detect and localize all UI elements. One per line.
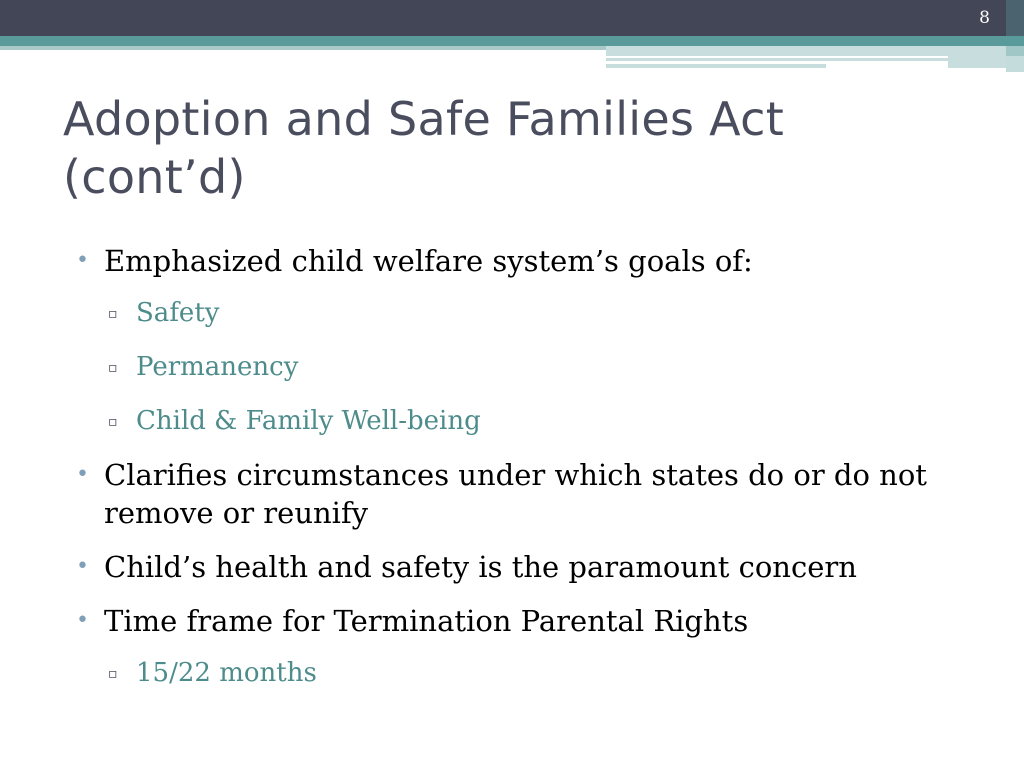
slide-title (63, 90, 963, 206)
square-bullet-icon: ▫ (108, 306, 118, 322)
title-line-2: (cont’d) (63, 150, 246, 204)
bullet-dot-icon: • (76, 554, 89, 579)
bullet-item (76, 456, 976, 532)
sub-item-text: Permanency (136, 352, 299, 382)
sub-item (108, 294, 976, 332)
bullet-list (76, 242, 976, 708)
bullet-item (76, 548, 976, 586)
sub-item (108, 402, 976, 440)
header-line-a (606, 58, 948, 61)
bullet-text: Emphasized child welfare system’s goals of: (104, 244, 753, 278)
sub-item-text: Safety (136, 298, 220, 328)
header-line-b (606, 64, 826, 68)
sub-item-text: Child & Family Well-being (136, 406, 481, 436)
bullet-dot-icon: • (76, 248, 89, 273)
bullet-dot-icon: • (76, 462, 89, 487)
bullet-item (76, 242, 976, 280)
slide-number: 8 (979, 8, 990, 28)
header-band-dark (0, 0, 1024, 36)
bullet-text: Clarifies circumstances under which states do or do not remove or reunify (104, 458, 927, 530)
square-bullet-icon: ▫ (108, 414, 118, 430)
header-band-light (0, 46, 606, 50)
sub-item-text: 15/22 months (136, 658, 317, 688)
bullet-item (76, 602, 976, 640)
sub-item (108, 348, 976, 386)
bullet-dot-icon: • (76, 608, 89, 633)
header-band-light-right (606, 46, 1024, 56)
bullet-text: Child’s health and safety is the paramount concern (104, 550, 857, 584)
header-band-teal (0, 36, 1024, 46)
title-line-1: Adoption and Safe Families Act (63, 92, 785, 146)
bullet-text: Time frame for Termination Parental Rights (104, 604, 749, 638)
sub-item (108, 654, 976, 692)
square-bullet-icon: ▫ (108, 360, 118, 376)
sub-list (76, 654, 976, 692)
square-bullet-icon: ▫ (108, 666, 118, 682)
sub-list (76, 294, 976, 440)
header-right-edge (1006, 0, 1024, 72)
header-right-block (948, 56, 1006, 68)
